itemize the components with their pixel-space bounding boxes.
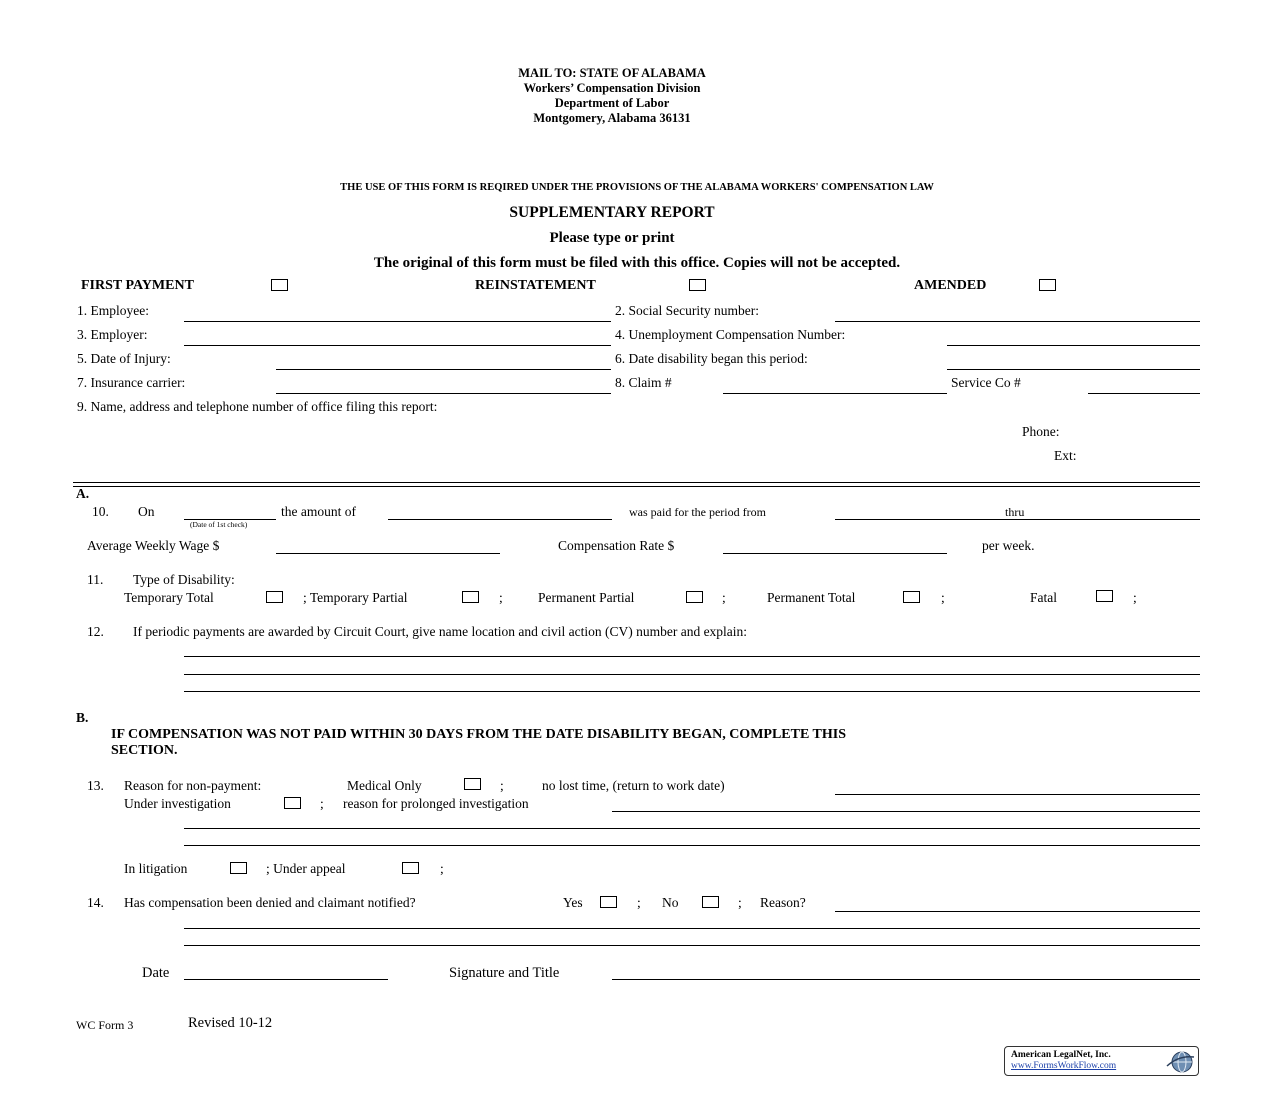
q10-number: 10. bbox=[92, 504, 109, 519]
q11-label: Type of Disability: bbox=[133, 572, 235, 587]
section-divider-bottom bbox=[73, 486, 1200, 487]
yes-checkbox[interactable] bbox=[600, 896, 617, 908]
prolonged-line-3[interactable] bbox=[184, 845, 1200, 846]
first-check-date-note: (Date of 1st check) bbox=[190, 520, 248, 529]
section-divider-top bbox=[73, 482, 1200, 483]
medical-only-label: Medical Only bbox=[347, 778, 422, 793]
ssn-input-line[interactable] bbox=[835, 321, 1200, 322]
temp-partial-checkbox[interactable] bbox=[462, 591, 479, 603]
page-title: SUPPLEMENTARY REPORT bbox=[509, 204, 715, 221]
date-label: Date bbox=[142, 965, 170, 981]
revised-date: Revised 10-12 bbox=[188, 1015, 273, 1031]
semicolon-8: ; bbox=[637, 895, 641, 910]
service-co-label: Service Co # bbox=[951, 375, 1021, 390]
under-appeal-label: ; Under appeal bbox=[266, 861, 346, 876]
first-payment-label: FIRST PAYMENT bbox=[81, 278, 194, 293]
no-checkbox[interactable] bbox=[702, 896, 719, 908]
q12-line-3[interactable] bbox=[184, 691, 1200, 692]
mail-to-line: MAIL TO: STATE OF ALABAMA bbox=[518, 66, 706, 80]
avg-wage-label: Average Weekly Wage $ bbox=[87, 538, 220, 553]
in-litigation-label: In litigation bbox=[124, 861, 188, 876]
comp-rate-label: Compensation Rate $ bbox=[558, 538, 675, 553]
semicolon-3: ; bbox=[941, 590, 945, 605]
employee-label: 1. Employee: bbox=[77, 303, 149, 318]
in-litigation-checkbox[interactable] bbox=[230, 862, 247, 874]
perm-total-label: Permanent Total bbox=[767, 590, 856, 605]
comp-rate-input-line[interactable] bbox=[723, 553, 947, 554]
office-label: 9. Name, address and telephone number of office filing this report: bbox=[77, 399, 438, 414]
section-b-heading-cont: SECTION. bbox=[111, 743, 178, 758]
perm-partial-label: Permanent Partial bbox=[538, 590, 635, 605]
semicolon-2: ; bbox=[722, 590, 726, 605]
under-investigation-label: Under investigation bbox=[124, 796, 231, 811]
temp-total-label: Temporary Total bbox=[124, 590, 214, 605]
q11-number: 11. bbox=[87, 572, 104, 587]
reason-line-2[interactable] bbox=[184, 928, 1200, 929]
semicolon-5: ; bbox=[500, 778, 504, 793]
fatal-label: Fatal bbox=[1030, 590, 1057, 605]
date-disability-input-line[interactable] bbox=[947, 369, 1200, 370]
semicolon-9: ; bbox=[738, 895, 742, 910]
perm-partial-checkbox[interactable] bbox=[686, 591, 703, 603]
logo-url[interactable]: www.FormsWorkFlow.com bbox=[1011, 1061, 1117, 1071]
form-id: WC Form 3 bbox=[76, 1018, 134, 1032]
phone-label: Phone: bbox=[1022, 424, 1060, 439]
perm-total-checkbox[interactable] bbox=[903, 591, 920, 603]
date-injury-input-line[interactable] bbox=[276, 369, 611, 370]
employer-input-line[interactable] bbox=[184, 345, 611, 346]
employer-label: 3. Employer: bbox=[77, 327, 148, 342]
signature-label: Signature and Title bbox=[449, 965, 560, 981]
insurance-input-line[interactable] bbox=[276, 393, 611, 394]
ext-label: Ext: bbox=[1054, 448, 1077, 463]
employee-input-line[interactable] bbox=[184, 321, 611, 322]
reinstatement-checkbox[interactable] bbox=[689, 279, 706, 291]
department-line: Department of Labor bbox=[554, 96, 670, 110]
semicolon-7: ; bbox=[440, 861, 444, 876]
q14-number: 14. bbox=[87, 895, 104, 910]
section-b-label: B. bbox=[76, 710, 89, 725]
yes-label: Yes bbox=[563, 895, 583, 910]
amount-paid-line[interactable] bbox=[388, 519, 612, 520]
under-investigation-checkbox[interactable] bbox=[284, 797, 301, 809]
ssn-label: 2. Social Security number: bbox=[615, 303, 759, 318]
original-notice: The original of this form must be filed with this office. Copies will not be accepted. bbox=[373, 255, 901, 271]
type-instruction: Please type or print bbox=[549, 230, 675, 246]
reinstatement-label: REINSTATEMENT bbox=[475, 278, 596, 293]
section-a-label: A. bbox=[76, 486, 90, 501]
under-appeal-checkbox[interactable] bbox=[402, 862, 419, 874]
prolonged-label: reason for prolonged investigation bbox=[343, 796, 529, 811]
avg-wage-input-line[interactable] bbox=[276, 553, 500, 554]
section-b-heading: IF COMPENSATION WAS NOT PAID WITHIN 30 DAYS FROM THE DATE DISABILITY BEGAN, COMPLETE THIS bbox=[111, 727, 847, 742]
reason-line-3[interactable] bbox=[184, 945, 1200, 946]
q10-period-label: was paid for the period from bbox=[629, 505, 766, 519]
legal-notice: THE USE OF THIS FORM IS REQIRED UNDER THE PROVISIONS OF THE ALABAMA WORKERS' COMPENSATION LAW bbox=[340, 182, 934, 193]
prolonged-line-1[interactable] bbox=[612, 811, 1200, 812]
q12-number: 12. bbox=[87, 624, 104, 639]
claim-input-line[interactable] bbox=[723, 393, 947, 394]
insurance-label: 7. Insurance carrier: bbox=[77, 375, 186, 390]
date-input-line[interactable] bbox=[184, 979, 388, 980]
date-injury-label: 5. Date of Injury: bbox=[77, 351, 171, 366]
q12-line-2[interactable] bbox=[184, 674, 1200, 675]
medical-only-checkbox[interactable] bbox=[464, 778, 481, 790]
date-disability-label: 6. Date disability began this period: bbox=[615, 351, 808, 366]
legalnet-logo[interactable] bbox=[1004, 1046, 1199, 1076]
claim-label: 8. Claim # bbox=[615, 375, 672, 390]
service-co-input-line[interactable] bbox=[1088, 393, 1200, 394]
city-line: Montgomery, Alabama 36131 bbox=[533, 111, 691, 125]
q12-label: If periodic payments are awarded by Circuit Court, give name location and civil action (CV) number and explain: bbox=[133, 624, 748, 639]
prolonged-line-2[interactable] bbox=[184, 828, 1200, 829]
division-line: Workers’ Compensation Division bbox=[523, 81, 701, 95]
signature-input-line[interactable] bbox=[612, 979, 1200, 980]
unemployment-label: 4. Unemployment Compensation Number: bbox=[615, 327, 846, 342]
q13-label: Reason for non-payment: bbox=[124, 778, 262, 793]
q12-line-1[interactable] bbox=[184, 656, 1200, 657]
no-lost-time-label: no lost time, (return to work date) bbox=[542, 778, 725, 793]
per-week-label: per week. bbox=[982, 538, 1035, 553]
return-date-line[interactable] bbox=[835, 794, 1200, 795]
reason-label: Reason? bbox=[760, 895, 806, 910]
amended-label: AMENDED bbox=[914, 278, 987, 293]
amended-checkbox[interactable] bbox=[1039, 279, 1056, 291]
q10-thru-label: thru bbox=[1005, 505, 1025, 519]
globe-icon bbox=[1165, 1049, 1195, 1074]
q14-label: Has compensation been denied and claimant notified? bbox=[124, 895, 416, 910]
first-payment-checkbox[interactable] bbox=[271, 279, 288, 291]
temp-total-checkbox[interactable] bbox=[266, 591, 283, 603]
q13-number: 13. bbox=[87, 778, 104, 793]
q10-amount-label: the amount of bbox=[281, 504, 356, 519]
reason-line-1[interactable] bbox=[835, 911, 1200, 912]
temp-partial-label: ; Temporary Partial bbox=[303, 590, 408, 605]
semicolon-4: ; bbox=[1133, 590, 1137, 605]
unemployment-input-line[interactable] bbox=[947, 345, 1200, 346]
q10-on-label: On bbox=[138, 504, 155, 519]
fatal-checkbox[interactable] bbox=[1096, 590, 1113, 602]
semicolon-6: ; bbox=[320, 796, 324, 811]
semicolon-1: ; bbox=[499, 590, 503, 605]
logo-company: American LegalNet, Inc. bbox=[1011, 1050, 1111, 1060]
no-label: No bbox=[662, 895, 679, 910]
